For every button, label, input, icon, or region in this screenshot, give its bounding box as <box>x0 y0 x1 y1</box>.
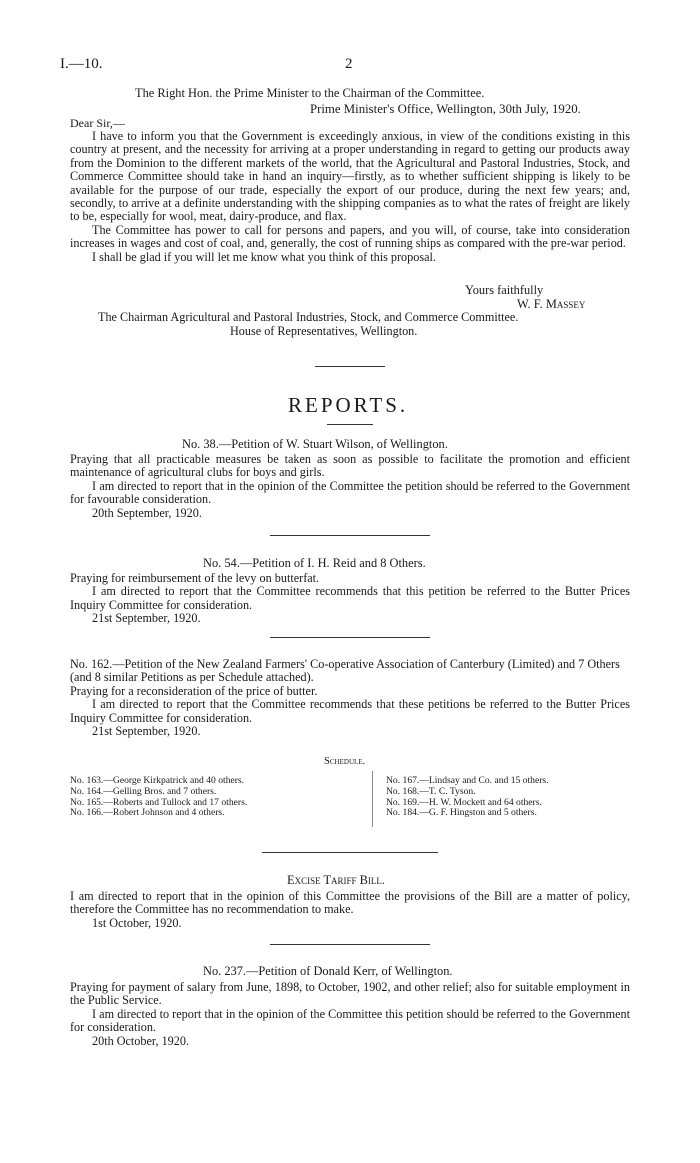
petition-title: No. 237.—Petition of Donald Kerr, of Wellington. <box>203 964 453 978</box>
letter-paragraph: I shall be glad if you will let me know what you think of this proposal. <box>92 249 436 264</box>
letter-paragraph: I have to inform you that the Government is exceedingly anxious, in view of the conditions existing in this country at present, and the necessity for arriving at a proper understanding in regard to getting our products away from the Dominion to the different markets of the world, that the Agricultural and Pastoral Industries, Stock, and Commerce Committee should take in hand an inquiry—firstly, as to whether sufficient shipping is likely to be available for the purpose of our trade, especially the export of our produce, during the next few years; and, secondly, to arrive at a definite understanding with the shipping companies as to what the rates of freight are likely to be, especially for wool, meat, dairy-produce, and flax. <box>70 129 630 224</box>
petition-date: 20th October, 1920. <box>92 1033 189 1048</box>
petition-report: I am directed to report that in the opinion of the Committee the petition should be referred to the Government for favourable consideration. <box>70 478 630 507</box>
petition-prayer: Praying for reimbursement of the levy on butterfat. <box>70 571 320 585</box>
excise-body <box>70 890 630 930</box>
petition-date: 20th September, 1920. <box>92 505 202 520</box>
schedule-left-column <box>70 776 247 819</box>
section-divider <box>270 535 430 536</box>
petition-title: No. 54.—Petition of I. H. Reid and 8 Others. <box>203 556 426 570</box>
schedule-item: No. 168.—T. C. Tyson. <box>386 785 476 797</box>
schedule-item: No. 164.—Gelling Bros. and 7 others. <box>70 785 217 797</box>
letter-heading: The Right Hon. the Prime Minister to the Chairman of the Committee. <box>135 86 485 100</box>
petition-report: I am directed to report that the Committee recommends that these petitions be referred to the Butter Prices Inquiry Committee for consideration. <box>70 697 630 725</box>
letter-closing: Yours faithfully <box>465 283 544 297</box>
excise-date: 1st October, 1920. <box>92 915 182 930</box>
petition-prayer: Praying that all practicable measures be taken as soon as possible to facilitate the promotion and efficient maintenance of agricultural clubs for boys and girls. <box>70 452 630 480</box>
petition-report: I am directed to report that the Committee recommends that this petition be referred to the Butter Prices Inquiry Committee for consideration. <box>70 584 630 612</box>
letter-addressee: The Chairman Agricultural and Pastoral Industries, Stock, and Commerce Committee. <box>98 310 519 324</box>
petition-prayer: Praying for payment of salary from June, 1898, to October, 1902, and other relief; also for suitable employment in the Public Service. <box>70 980 630 1008</box>
petition-date: 21st September, 1920. <box>92 724 201 739</box>
schedule-title: Schedule. <box>324 756 366 767</box>
section-divider <box>262 852 438 853</box>
petition-body <box>70 572 630 626</box>
petition-date: 21st September, 1920. <box>92 611 201 626</box>
letter-body <box>70 130 630 264</box>
schedule-right-column <box>386 776 549 819</box>
schedule-item: No. 167.—Lindsay and Co. and 15 others. <box>386 775 549 786</box>
excise-title: Excise Tariff Bill. <box>287 873 385 887</box>
letter-address-date: Prime Minister's Office, Wellington, 30th July, 1920. <box>310 102 581 116</box>
petition-body <box>70 658 630 738</box>
document-reference: I.—10. <box>60 56 103 72</box>
petition-body <box>70 981 630 1048</box>
schedule-item: No. 165.—Roberts and Tullock and 17 others. <box>70 796 248 808</box>
petition-body <box>70 453 630 520</box>
schedule-item: No. 184.—G. F. Hingston and 5 others. <box>386 807 537 819</box>
petition-title: No. 162.—Petition of the New Zealand Farmers' Co-operative Association of Canterbury (Limited) and 7 Others (and 8 similar Petitions as per Schedule attached). <box>70 657 620 685</box>
reports-title: REPORTS. <box>288 393 409 417</box>
page-number: 2 <box>345 56 353 72</box>
excise-report: I am directed to report that in the opinion of this Committee the provisions of the Bill are a matter of policy, therefore the Committee has no recommendation to make. <box>70 889 630 917</box>
section-divider <box>315 366 385 367</box>
schedule-item: No. 169.—H. W. Mockett and 64 others. <box>386 796 542 808</box>
letter-paragraph: The Committee has power to call for persons and papers, and you will, of course, take into consideration increases in wages and cost of coal, and, generally, the cost of running ships as compared with the pre-war period. <box>70 222 630 251</box>
title-underline <box>327 424 373 425</box>
petition-prayer: Praying for a reconsideration of the price of butter. <box>70 683 318 698</box>
schedule-divider <box>372 771 373 827</box>
schedule-item: No. 163.—George Kirkpatrick and 40 others. <box>70 775 245 786</box>
section-divider <box>270 637 430 638</box>
petition-report: I am directed to report that in the opinion of the Committee this petition should be referred to the Government for consideration. <box>70 1006 630 1035</box>
schedule-item: No. 166.—Robert Johnson and 4 others. <box>70 807 225 819</box>
letter-salutation: Dear Sir,— <box>70 116 125 130</box>
letter-addressee-location: House of Representatives, Wellington. <box>230 324 418 338</box>
petition-title: No. 38.—Petition of W. Stuart Wilson, of Wellington. <box>182 437 448 451</box>
section-divider <box>270 944 430 945</box>
letter-signature: W. F. Massey <box>517 297 586 311</box>
